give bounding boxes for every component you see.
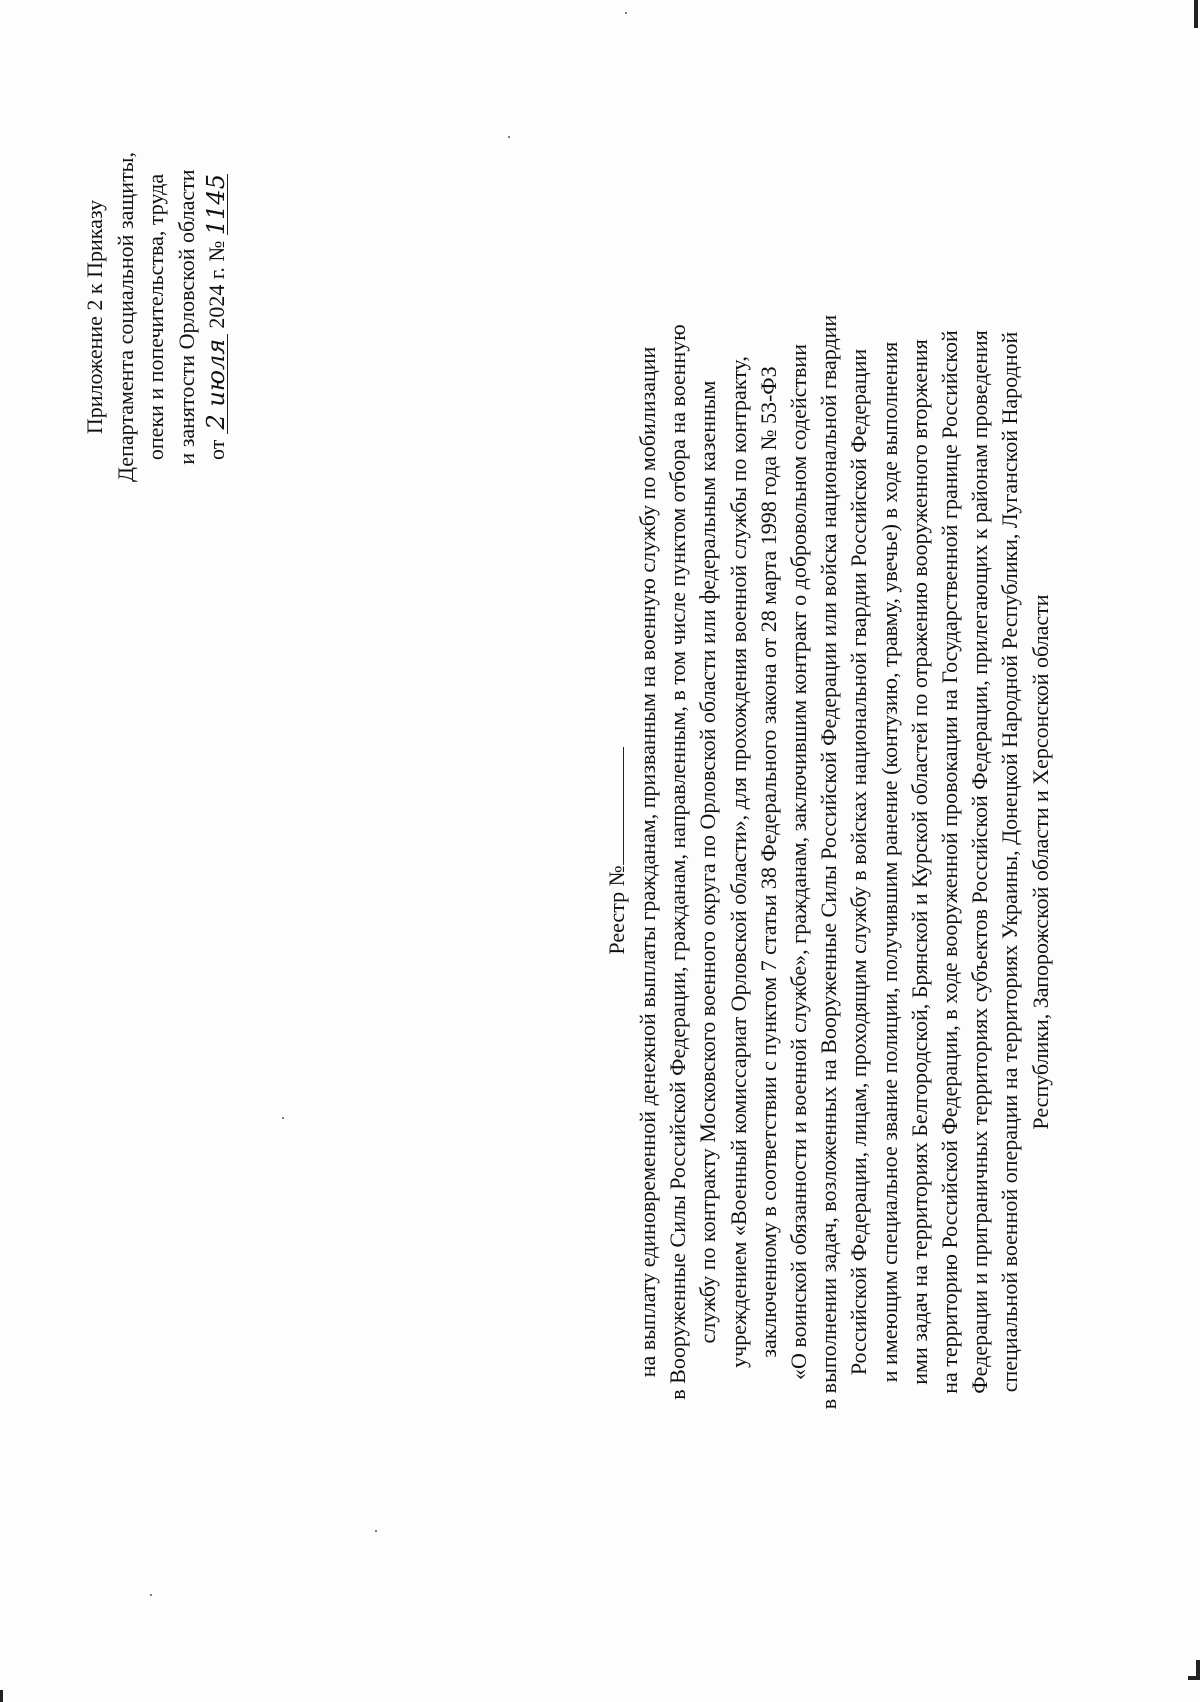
registry-number-blank xyxy=(605,747,624,865)
description-line: Федерации и приграничных территориях субъектов Российской Федерации, прилегающих к районам проведения xyxy=(967,330,993,1394)
description-line: «О воинской обязанности и военной службе», гражданам, заключившим контракт о добровольном содействии xyxy=(786,344,812,1380)
description-line: в выполнении задач, возложенных на Вооруженные Силы Российской Федерации или войска национальной гвардии xyxy=(816,314,842,1410)
handwritten-date: 2 июля xyxy=(205,334,228,434)
description-line: Республики, Запорожской области и Херсонской области xyxy=(1027,594,1053,1130)
description-line: учреждением «Военный комиссариат Орловской области», для прохождения военной службы по контракту, xyxy=(725,356,751,1368)
scan-edge-mark-left xyxy=(0,1690,3,1702)
scan-speck xyxy=(508,136,510,138)
description-line: в Вооруженные Силы Российской Федерации, гражданам, направленным, в том числе пунктом отбора на военную xyxy=(665,324,691,1400)
scan-speck xyxy=(150,1594,152,1596)
appendix-header xyxy=(80,62,233,572)
description-line: на территорию Российской Федерации, в ходе вооруженной провокации на Государственной границе Российской xyxy=(937,330,963,1394)
registry-title-text: Реестр № xyxy=(604,865,629,955)
registry-title xyxy=(602,0,632,1702)
scan-speck xyxy=(375,1530,377,1532)
description-line: Российской Федерации, лицам, проходящим службу в войсках национальной гвардии Российской Федерации xyxy=(846,348,872,1376)
appendix-line-1: Приложение 2 к Приказу xyxy=(82,199,107,435)
scan-speck xyxy=(625,12,627,14)
scan-edge-mark-bottom-right-vertical xyxy=(1196,1660,1200,1680)
appendix-line-4: и занятости Орловской области xyxy=(173,169,199,465)
description-line: на выплату единовременной денежной выплаты гражданам, призванным на военную службу по мобилизации xyxy=(635,346,660,1378)
appendix-line-5 xyxy=(202,62,233,572)
scan-edge-mark-top-right xyxy=(1194,0,1198,28)
handwritten-order-number: 1145 xyxy=(202,174,230,236)
description-line: ими задач на территориях Белгородской, Брянской и Курской областей по отражению вооруженного вторжения xyxy=(906,339,932,1385)
description-line: службу по контракту Московского военного округа по Орловской области или федеральным казенным xyxy=(695,380,721,1344)
description-line: и имеющим специальное звание полиции, получившим ранение (контузию, травму, увечье) в ходе выполнения xyxy=(876,341,902,1383)
appendix-line-3: опеки и попечительства, труда xyxy=(143,173,168,461)
description-line: специальной военной операции на территориях Украины, Донецкой Народной Республики, Луганской Народной xyxy=(997,331,1023,1393)
description-line: заключенному в соответствии с пунктом 7 статьи 38 Федерального закона от 28 марта 1998 года № 53-ФЗ xyxy=(755,366,781,1358)
appendix-line-2: Департамента социальной защиты, xyxy=(112,152,138,482)
registry-description xyxy=(633,62,1056,1662)
scan-speck xyxy=(282,1117,284,1119)
appendix-from-label: от xyxy=(204,439,229,460)
appendix-year-number-label: 2024 г. № xyxy=(204,240,229,329)
